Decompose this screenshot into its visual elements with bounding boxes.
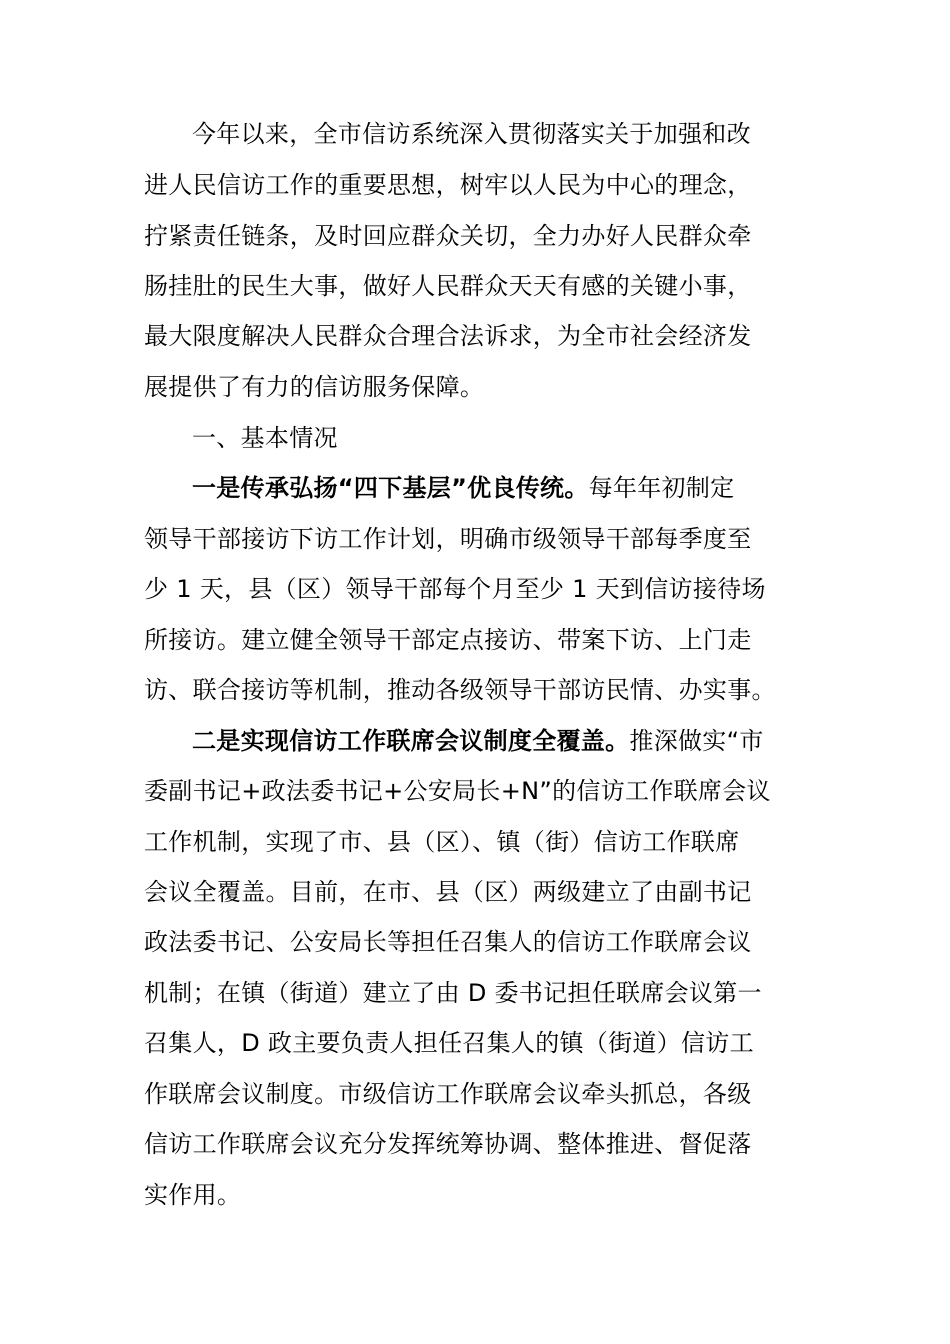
item2-first-line [192,721,764,761]
intro-line-2: 进人民信访工作的重要思想，树牢以人民为中心的理念， [144,171,752,199]
intro-line-1: 今年以来，全市信访系统深入贯彻落实关于加强和改 [192,120,751,148]
item2-line-8: 作联席会议制度。市级信访工作联席会议牵头抓总，各级 [144,1080,752,1108]
item2-line-9: 信访工作联席会议充分发挥统筹协调、整体推进、督促落 [144,1130,752,1158]
intro-line-5: 最大限度解决人民群众合理合法诉求，为全市社会经济发 [144,322,752,350]
item2-first-line-rest: 推深做实“市 [629,727,764,755]
item2-line-10: 实作用。 [144,1181,242,1209]
intro-line-4: 肠挂肚的民生大事，做好人民群众天天有感的关键小事， [144,272,752,300]
item2-bold-lead: 二是实现信访工作联席会议制度全覆盖。 [192,727,630,755]
item1-line-5: 访、联合接访等机制，推动各级领导干部访民情、办实事。 [144,676,776,704]
intro-line-3: 拧紧责任链条，及时回应群众关切，全力办好人民群众牵 [144,222,752,250]
intro-line-6: 展提供了有力的信访服务保障。 [144,373,485,401]
item1-line-4: 所接访。建立健全领导干部定点接访、带案下访、上门走 [144,626,752,654]
item1-first-line [192,468,734,508]
item2-line-3: 工作机制，实现了市、县（区）、镇（街）信访工作联席 [144,828,740,856]
item1-line-2: 领导干部接访下访工作计划，明确市级领导干部每季度至 [144,525,752,553]
section-heading: 一、基本情况 [192,424,338,452]
item2-line-4: 会议全覆盖。目前，在市、县（区）两级建立了由副书记 [144,878,752,906]
item2-line-2: 委副书记+政法委书记+公安局长+N”的信访工作联席会议 [144,777,771,805]
item1-line-3: 少 1 天，县（区）领导干部每个月至少 1 天到信访接待场 [144,575,766,603]
item2-line-6: 机制；在镇（街道）建立了由 D 委书记担任联席会议第一 [144,979,762,1007]
item2-line-7: 召集人，D 政主要负责人担任召集人的镇（街道）信访工 [144,1029,754,1057]
item1-first-line-rest: 每年年初制定 [588,474,735,502]
item2-line-5: 政法委书记、公安局长等担任召集人的信访工作联席会议 [144,928,752,956]
item1-bold-lead: 一是传承弘扬“四下基层”优良传统。 [192,474,589,502]
